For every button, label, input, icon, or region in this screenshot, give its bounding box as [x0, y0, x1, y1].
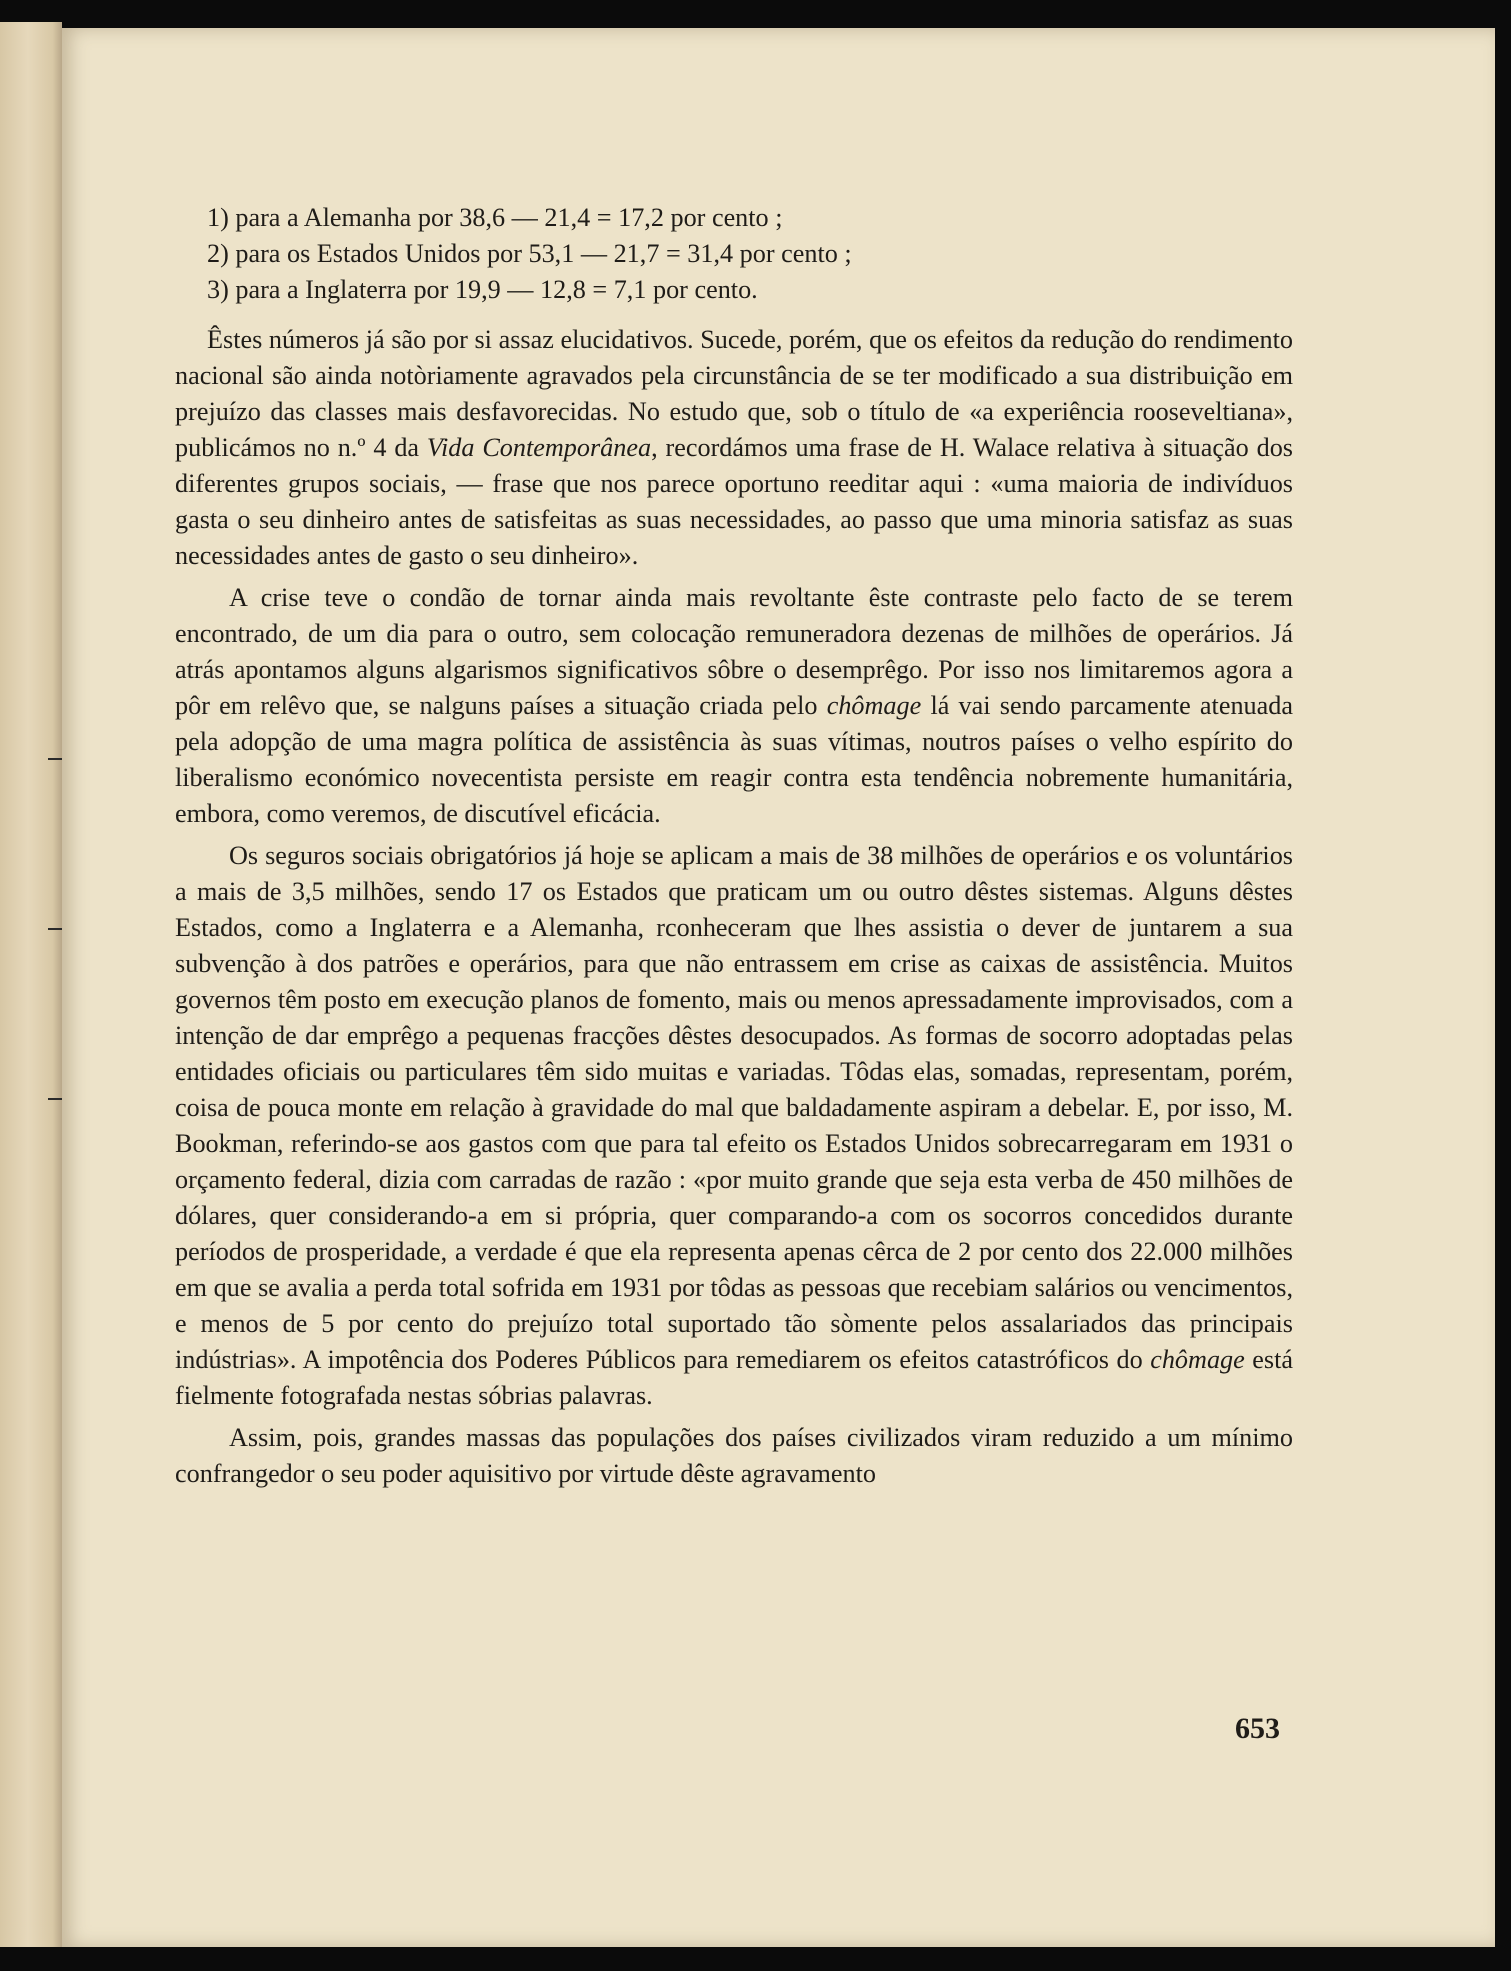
paragraph-crisis-unemployment [175, 580, 1293, 832]
edge-tick-mark [48, 928, 62, 930]
paragraph-income-distribution [175, 322, 1293, 574]
book-spine-edge [0, 22, 62, 1947]
list-item: 3) para a Inglaterra por 19,9 — 12,8 = 7,1 por cento. [207, 275, 758, 304]
italic-title: Vida Contemporânea [426, 433, 652, 462]
paragraph-text: lá vai sendo parcamente atenuada pela adopção de uma magra política de assistência às suas vítimas, noutros países o velho espírito do liberalismo económico novecentista persiste em reagir contra esta tendência nobremente humanitária, embora, como veremos, de discutível eficácia. [175, 691, 1293, 828]
paragraph-purchasing-power [175, 1420, 1293, 1492]
edge-tick-mark [48, 758, 62, 760]
italic-term: chômage [826, 691, 922, 720]
list-item: 2) para os Estados Unidos por 53,1 — 21,7 = 31,4 por cento ; [207, 239, 852, 268]
paragraph-text: A crise teve o condão de tornar ainda mais revoltante êste contraste pelo facto de se terem encontrado, de um dia para o outro, sem colocação remuneradora dezenas de milhões de operários. Já atrás apontamos alguns algarismos significativos sôbre o desemprêgo. Por isso nos limitaremos agora a pôr em relêvo que, se nalguns países a situação criada pelo [175, 583, 1293, 720]
italic-term: chômage [1150, 1345, 1245, 1374]
page-number: 653 [1235, 1712, 1280, 1745]
page-text-body [175, 200, 1293, 1498]
paragraph-text: Êstes números já são por si assaz elucidativos. Sucede, porém, que os efeitos da redução do rendimento nacional são ainda notòriamente agravados pela circunstância de se ter modificado a sua distribuição em prejuízo das classes mais desfavorecidas. No estudo que, sob o título de «a experiência rooseveltiana», publicámos no n.º 4 da [175, 325, 1293, 462]
paragraph-text: , recordámos uma frase de H. Walace relativa à situação dos diferentes grupos sociais, — frase que nos parece oportuno reeditar aqui : «uma maioria de indivíduos gasta o seu dinheiro antes de satisfeitas as suas necessidades, ao passo que uma minoria satisfaz as suas necessidades antes de gasto o seu dinheiro». [175, 433, 1293, 570]
paragraph-text: está fielmente fotografada nestas sóbrias palavras. [175, 1345, 1293, 1410]
percentage-list [175, 200, 1293, 308]
paragraph-social-insurance [175, 838, 1293, 1414]
list-item: 1) para a Alemanha por 38,6 — 21,4 = 17,2 por cento ; [207, 203, 783, 232]
paragraph-text: Assim, pois, grandes massas das populações dos países civilizados viram reduzido a um mínimo confrangedor o seu poder aquisitivo por virtude dêste agravamento [175, 1423, 1293, 1488]
edge-tick-mark [48, 1098, 62, 1100]
paragraph-text: Os seguros sociais obrigatórios já hoje se aplicam a mais de 38 milhões de operários e os voluntários a mais de 3,5 milhões, sendo 17 os Estados que praticam um ou outro dêstes sistemas. Alguns dêstes Estados, como a Inglaterra e a Alemanha, rconheceram que lhes assistia o dever de juntarem a sua subvenção à dos patrões e operários, para que não entrassem em crise as caixas de assistência. Muitos governos têm posto em execução planos de fomento, mais ou menos apressadamente improvisados, com a intenção de dar emprêgo a pequenas fracções dêstes desocupados. As formas de socorro adoptadas pelas entidades oficiais ou particulares têm sido muitas e variadas. Tôdas elas, somadas, representam, porém, coisa de pouca monte em relação à gravidade do mal que baldadamente aspiram a debelar. E, por isso, M. Bookman, referindo-se aos gastos com que para tal efeito os Estados Unidos sobrecarregaram em 1931 o orçamento federal, dizia com carradas de razão : «por muito grande que seja esta verba de 450 milhões de dólares, quer considerando-a em si própria, quer comparando-a com os socorros concedidos durante períodos de prosperidade, a verdade é que ela representa apenas cêrca de 2 por cento dos 22.000 milhões em que se avalia a perda total sofrida em 1931 por tôdas as pessoas que recebiam salários ou vencimentos, e menos de 5 por cento do prejuízo total suportado tão sòmente pelos assalariados das principais indústrias». A impotência dos Poderes Públicos para remediarem os efeitos catastróficos do [175, 841, 1293, 1374]
